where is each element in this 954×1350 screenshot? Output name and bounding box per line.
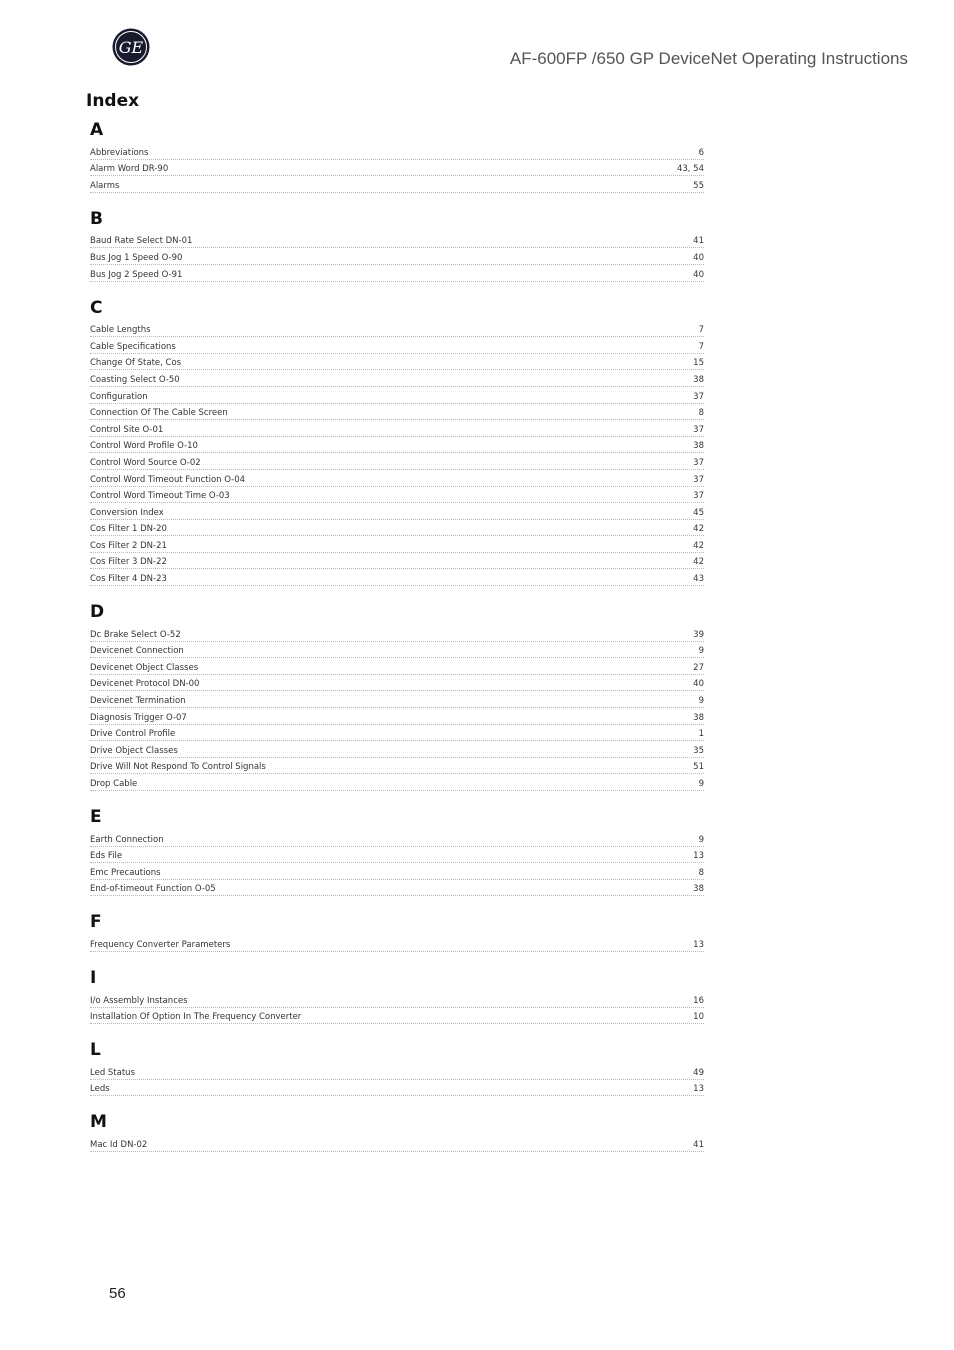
entry-name: Cable Specifications	[90, 341, 176, 352]
index-section-b	[90, 208, 704, 282]
entry-name: Control Word Timeout Function O-04	[90, 474, 246, 485]
document-title: AF-600FP /650 GP DeviceNet Operating Instructions	[509, 49, 908, 68]
entry-pages: 37	[693, 391, 704, 402]
entry-name: Installation Of Option In The Frequency Converter	[90, 1012, 302, 1023]
entry-pages: 38	[693, 374, 704, 385]
index-entry	[90, 503, 704, 520]
index-entry	[90, 437, 704, 454]
index-entry	[90, 708, 704, 725]
entry-pages: 9	[698, 646, 704, 657]
entry-name: Drive Will Not Respond To Control Signals	[90, 762, 266, 773]
entry-pages: 40	[693, 252, 704, 263]
entry-name: Cos Filter 3 DN-22	[90, 557, 167, 568]
entry-pages: 49	[693, 1067, 704, 1078]
index-entry	[90, 470, 704, 487]
index-entry	[90, 725, 704, 742]
index-entry	[90, 265, 704, 282]
entry-name: Drop Cable	[90, 779, 138, 789]
index-entry	[90, 337, 704, 354]
index-entry	[90, 143, 704, 160]
index-section-l	[90, 1039, 704, 1096]
entry-pages: 10	[693, 1012, 704, 1023]
entry-pages: 38	[693, 712, 704, 723]
entry-name: Dc Brake Select O-52	[90, 629, 181, 640]
section-letter: L	[90, 1040, 101, 1061]
entry-pages: 39	[693, 629, 704, 640]
entry-name: Cos Filter 2 DN-21	[90, 540, 167, 551]
entry-name: Devicenet Connection	[90, 646, 184, 657]
entry-pages: 7	[698, 341, 704, 352]
index-entry	[90, 1135, 704, 1152]
index-entry	[90, 354, 704, 371]
entry-pages: 37	[693, 457, 704, 468]
entry-pages: 37	[693, 424, 704, 435]
logo-text: GE	[118, 38, 144, 57]
index-section-m	[90, 1111, 704, 1152]
index-entry	[90, 1080, 704, 1097]
entry-pages: 16	[693, 995, 704, 1006]
index-entry	[90, 553, 704, 570]
index-entry	[90, 232, 704, 249]
ge-logo-icon	[112, 28, 150, 66]
entry-name: Earth Connection	[90, 834, 164, 845]
entry-name: Drive Object Classes	[90, 745, 178, 756]
entry-name: Bus Jog 2 Speed O-91	[90, 269, 183, 280]
entry-name: Baud Rate Select DN-01	[90, 236, 193, 247]
index-entry	[90, 487, 704, 504]
entry-pages: 45	[693, 507, 704, 518]
section-letter: D	[90, 602, 105, 623]
index-entry	[90, 863, 704, 880]
section-letter: B	[90, 208, 103, 229]
entry-name: Cos Filter 1 DN-20	[90, 524, 167, 535]
index-entry	[90, 321, 704, 338]
index-entry	[90, 642, 704, 659]
index-entry	[90, 520, 704, 537]
entry-name: Control Site O-01	[90, 424, 164, 435]
index-entry	[90, 830, 704, 847]
entry-pages: 9	[698, 834, 704, 845]
entry-name: Devicenet Termination	[90, 696, 186, 707]
entry-name: Alarm Word DR-90	[90, 164, 169, 175]
entry-name: Conversion Index	[90, 507, 164, 518]
index-entry	[90, 1063, 704, 1080]
entry-pages: 13	[693, 1084, 704, 1095]
index-entry	[90, 160, 704, 177]
entry-name: Eds File	[90, 851, 123, 862]
entry-name: Configuration	[90, 391, 148, 402]
entry-name: Alarms	[90, 180, 120, 191]
entry-pages: 43, 54	[676, 164, 704, 175]
entry-pages: 7	[698, 325, 704, 336]
index-entry	[90, 991, 704, 1008]
entry-pages: 9	[698, 696, 704, 707]
entry-pages: 51	[693, 762, 704, 773]
entry-name: Led Status	[90, 1067, 135, 1078]
entry-pages: 37	[693, 491, 704, 502]
index-entry	[90, 758, 704, 775]
index-entry	[90, 1008, 704, 1025]
entry-pages: 38	[693, 441, 704, 452]
index-entry	[90, 625, 704, 642]
index-section-c	[90, 297, 704, 587]
index-entry	[90, 536, 704, 553]
entry-pages: 41	[693, 1139, 704, 1150]
index-entry	[90, 935, 704, 952]
entry-name: Cos Filter 4 DN-23	[90, 574, 167, 585]
index-entry	[90, 774, 704, 791]
entry-name: Control Word Profile O-10	[90, 441, 198, 452]
index-entry	[90, 248, 704, 265]
entry-pages: 42	[693, 524, 704, 535]
index-entry	[90, 453, 704, 470]
index-section-d	[90, 601, 704, 791]
entry-name: Devicenet Protocol DN-00	[90, 679, 200, 690]
entry-pages: 13	[693, 939, 704, 950]
index-section-f	[90, 911, 704, 952]
index-entry	[90, 420, 704, 437]
entry-name: Cable Lengths	[90, 325, 151, 336]
index-entry	[90, 847, 704, 864]
entry-name: Frequency Converter Parameters	[90, 939, 231, 950]
index-entry	[90, 569, 704, 586]
entry-pages: 8	[698, 867, 704, 878]
index-entry	[90, 176, 704, 193]
index-entry	[90, 370, 704, 387]
index-section-e	[90, 806, 704, 896]
entry-name: Drive Control Profile	[90, 729, 176, 740]
index-section-a	[90, 119, 704, 193]
index-entry	[90, 387, 704, 404]
entry-name: Devicenet Object Classes	[90, 662, 199, 673]
index-entry	[90, 691, 704, 708]
entry-pages: 1	[698, 729, 704, 740]
index-entry	[90, 880, 704, 897]
entry-pages: 42	[693, 557, 704, 568]
entry-pages: 8	[698, 408, 704, 419]
entry-pages: 55	[693, 180, 704, 191]
entry-name: End-of-timeout Function O-05	[90, 884, 216, 895]
entry-name: Diagnosis Trigger O-07	[90, 712, 187, 723]
section-letter: A	[90, 120, 104, 140]
entry-name: Control Word Source O-02	[90, 457, 201, 468]
section-letter: F	[90, 912, 102, 933]
section-letter: E	[90, 807, 102, 827]
page-number: 56	[109, 1285, 126, 1302]
index-heading: Index	[86, 91, 140, 111]
index-sections	[90, 119, 704, 1167]
entry-name: Coasting Select O-50	[90, 374, 180, 385]
entry-pages: 35	[693, 745, 704, 756]
index-entry	[90, 741, 704, 758]
index-entry	[90, 404, 704, 421]
index-entry	[90, 658, 704, 675]
index-entry	[90, 675, 704, 692]
entry-name: Abbreviations	[90, 147, 149, 158]
entry-pages: 42	[693, 540, 704, 551]
section-letter: I	[90, 967, 97, 988]
entry-name: Control Word Timeout Time O-03	[90, 491, 230, 502]
index-section-i	[90, 967, 704, 1024]
entry-pages: 40	[693, 269, 704, 280]
entry-pages: 37	[693, 474, 704, 485]
entry-pages: 38	[693, 884, 704, 895]
entry-pages: 27	[693, 662, 704, 673]
entry-name: Bus Jog 1 Speed O-90	[90, 252, 183, 263]
entry-pages: 43	[693, 574, 704, 585]
section-letter: C	[90, 297, 103, 318]
entry-name: Change Of State, Cos	[90, 358, 182, 369]
entry-name: Mac Id DN-02	[90, 1139, 148, 1150]
section-letter: M	[90, 1112, 107, 1133]
entry-name: I/o Assembly Instances	[90, 995, 188, 1006]
entry-pages: 6	[698, 147, 704, 158]
entry-pages: 13	[693, 851, 704, 862]
entry-pages: 15	[693, 358, 704, 369]
entry-pages: 40	[693, 679, 704, 690]
entry-pages: 9	[698, 779, 704, 789]
entry-pages: 41	[693, 236, 704, 247]
entry-name: Emc Precautions	[90, 867, 161, 878]
entry-name: Connection Of The Cable Screen	[90, 408, 228, 419]
entry-name: Leds	[90, 1084, 110, 1095]
